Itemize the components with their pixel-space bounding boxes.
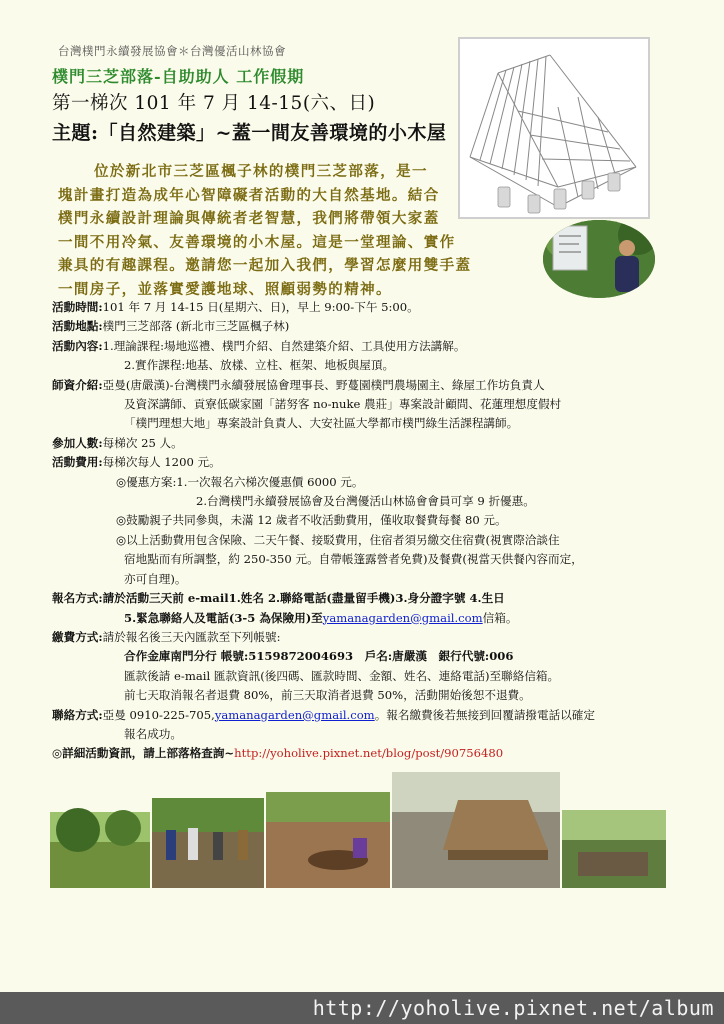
teacher-line: 「樸門理想大地」專案設計負責人、大安社區大學都市樸門綠生活課程講師。 — [124, 416, 519, 431]
info-people — [52, 434, 692, 453]
info-place — [52, 317, 692, 336]
event-info — [52, 298, 692, 764]
people-label: 參加人數: — [52, 435, 103, 450]
info-signup — [52, 589, 692, 608]
pay-line: 匯款後請 e-mail 匯款資訊(後四碼、匯款時間、金額、姓名、連絡電話)至聯絡信箱。 — [124, 668, 560, 683]
contact-text: 。報名繳費後若無接到回覆請撥電話以確定 — [374, 707, 595, 722]
bank-account: 合作金庫南門分行 帳號:5159872004693 戶名:唐嚴漢 銀行代號:006 — [124, 649, 514, 664]
teacher-line: 亞曼(唐嚴漢)-台灣樸門永續發展協會理事長、野蔓園樸門農場園主、綠屋工作坊負責人 — [102, 377, 545, 392]
time-label: 活動時間: — [52, 300, 103, 314]
blog-url-link[interactable]: http://yoholive.pixnet.net/blog/post/90756480 — [234, 746, 504, 761]
intro-line: 兼具的有趣課程。邀請您一起加入我們，學習怎麼用雙手蓋 — [58, 257, 472, 274]
fee-value: 每梯次每人 1200 元。 — [102, 455, 221, 470]
photo-3 — [266, 792, 390, 888]
teacher-photo — [543, 220, 655, 298]
contact-label: 聯絡方式: — [52, 707, 103, 722]
content-item: 1.理論課程:場地巡禮、樸門介紹、自然建築介紹、工具使用方法講解。 — [102, 338, 466, 353]
fee-line: ◎以上活動費用包含保險、二天午餐、接駁費用，住宿者須另繳交住宿費(視實際洽談住 — [116, 532, 560, 547]
album-url[interactable]: http://yoholive.pixnet.net/album — [312, 996, 714, 1020]
intro-line: 位於新北市三芝區楓子林的樸門三芝部落，是一 — [94, 163, 428, 180]
contact-line: 報名成功。 — [124, 726, 182, 741]
info-contact — [52, 706, 692, 725]
signup-email-link[interactable]: yamanagarden@gmail.com — [322, 610, 483, 625]
content-label: 活動內容: — [52, 338, 103, 353]
photo-2 — [152, 798, 264, 888]
event-subtitle: 樸門三芝部落-自助助人 工作假期 — [52, 67, 305, 86]
photo-4 — [392, 772, 560, 888]
event-theme: 主題:「自然建築」~蓋一間友善環境的小木屋 — [52, 122, 447, 144]
intro-line: 一間不用冷氣、友善環境的小木屋。這是一堂理論、實作 — [58, 233, 456, 251]
fee-line: 宿地點而有所調整，約 250-350 元。自帶帳篷露營者免費)及餐費(視當天供餐內容而定， — [124, 552, 583, 567]
info-teacher — [52, 376, 692, 395]
photo-1 — [50, 808, 150, 888]
signup-line: 請於活動三天前 e-mail1.姓名 2.聯絡電話(盡量留手機)3.身分證字號 4.生日 — [102, 591, 505, 606]
fee-line: ◎鼓勵親子共同參與，未滿 12 歲者不收活動費用，僅收取餐費每餐 80 元。 — [116, 513, 507, 528]
contact-phone: 亞曼 0910-225-705, — [102, 707, 215, 722]
detail-line — [52, 744, 692, 763]
info-fee — [52, 453, 692, 472]
fee-label: 活動費用: — [52, 455, 103, 470]
signup-suffix: 信箱。 — [482, 610, 518, 625]
org-names: 台灣樸門永續發展協會＊台灣優活山林協會 — [58, 46, 286, 58]
people-value: 每梯次 25 人。 — [102, 435, 183, 450]
detail-label: ◎詳細活動資訊，請上部落格查詢~ — [52, 746, 235, 761]
info-time — [52, 298, 692, 317]
photo-5 — [562, 810, 666, 888]
pay-line: 請於報名後三天內匯款至下列帳號: — [102, 629, 281, 644]
signup-text: 5.緊急聯絡人及電話(3-5 為保險用)至 — [124, 610, 323, 625]
fee-line: 亦可自理)。 — [124, 571, 187, 586]
teacher-line: 及資深講師、貢寮低碳家園「諾努客 no-nuke 農莊」專案設計顧問、花蓮理想度假村 — [124, 397, 562, 412]
signup-label: 報名方式: — [52, 591, 103, 606]
fee-line: 2.台灣樸門永續發展協會及台灣優活山林協會會員可享 9 折優惠。 — [196, 494, 535, 509]
contact-email-link[interactable]: yamanagarden@gmail.com — [214, 707, 375, 722]
place-label: 活動地點: — [52, 319, 103, 334]
pay-label: 繳費方式: — [52, 629, 103, 644]
activity-photo-strip — [48, 770, 668, 890]
intro-line: 一間房子，並落實愛護地球、照顧弱勢的精神。 — [58, 280, 392, 298]
intro-line: 塊計畫打造為成年心智障礙者活動的大自然基地。結合 — [58, 186, 440, 204]
fee-line: ◎優惠方案:1.一次報名六梯次優惠價 6000 元。 — [116, 474, 364, 489]
content-item: 2.實作課程:地基、放樣、立柱、框架、地板與屋頂。 — [124, 358, 395, 373]
teacher-label: 師資介紹: — [52, 377, 103, 392]
info-content — [52, 337, 692, 356]
signup-line-2 — [52, 609, 692, 628]
info-pay — [52, 628, 692, 647]
time-value: 101 年 7 月 14-15 日(星期六、日)，早上 9:00-下午 5:00。 — [102, 300, 419, 314]
intro-paragraph — [58, 160, 498, 301]
place-value: 樸門三芝部落 (新北市三芝區楓子林) — [102, 319, 290, 334]
intro-line: 樸門永續設計理論與傳統者老智慧，我們將帶領大家蓋 — [58, 210, 440, 227]
batch-date: 第一梯次 101 年 7 月 14-15(六、日) — [52, 93, 376, 114]
refund-policy: 前七天取消報名者退費 80%，前三天取消者退費 50%，活動開始後恕不退費。 — [124, 688, 531, 703]
